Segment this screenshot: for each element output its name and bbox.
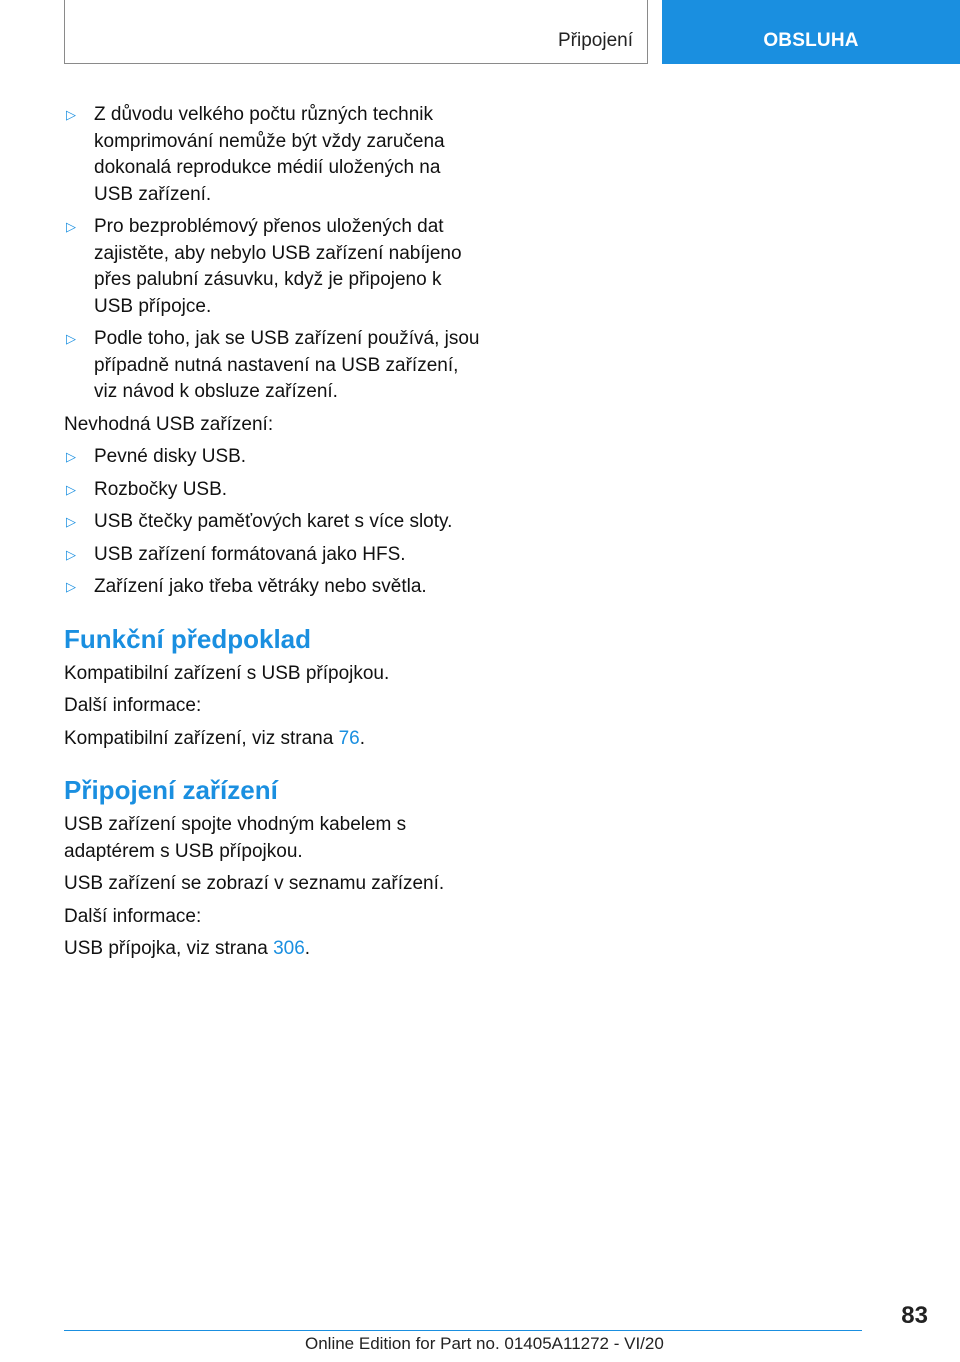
triangle-bullet-icon: ▷ xyxy=(66,219,76,234)
prerequisite-text: Kompatibilní zařízení s USB přípojkou. xyxy=(64,662,390,684)
reference-end: . xyxy=(304,938,311,959)
cross-reference xyxy=(64,936,480,963)
section-heading-prerequisite: Funkční předpoklad xyxy=(64,623,312,654)
cross-reference xyxy=(64,726,480,753)
list-item-text: Zařízení jako třeba větráky nebo světla. xyxy=(94,576,427,597)
header-chapter-tab xyxy=(662,0,960,64)
list-item xyxy=(64,444,480,471)
list-item-text: Pevné disky USB. xyxy=(94,446,247,467)
triangle-bullet-icon: ▷ xyxy=(66,449,76,464)
footer-divider xyxy=(64,1330,862,1331)
list-item-text: Pro bezproblémový přenos uložených dat zajistěte, aby nebylo USB zařízení nabíjeno přes palubní zásuvku, když je připojeno k USB přípojce. xyxy=(94,216,462,317)
header-section-box xyxy=(64,0,648,64)
list-item xyxy=(64,477,480,504)
more-info-label: Další informace: xyxy=(64,695,202,716)
unsuitable-devices-label: Nevhodná USB zařízení: xyxy=(64,413,274,435)
list-item-text: Z důvodu velkého počtu různých technik komprimování nemůže být vždy zaručena dokonalá reprodukce médií uložených na USB zařízení. xyxy=(94,104,445,205)
list-item xyxy=(64,509,480,536)
header-section-title: Připojení xyxy=(558,30,633,51)
connecting-text-1: USB zařízení spojte vhodným kabelem s adaptérem s USB přípojkou. xyxy=(64,814,407,862)
connecting-text-2: USB zařízení se zobrazí v seznamu zařízení. xyxy=(64,873,445,894)
list-item xyxy=(64,326,480,406)
page-content xyxy=(64,102,480,969)
list-item xyxy=(64,574,480,601)
list-item-text: Rozbočky USB. xyxy=(94,478,228,500)
triangle-bullet-icon: ▷ xyxy=(66,107,76,122)
triangle-bullet-icon: ▷ xyxy=(66,546,76,562)
triangle-bullet-icon: ▷ xyxy=(66,579,76,594)
list-item-text: Podle toho, jak se USB zařízení používá, jsou případně nutná nastavení na USB zařízení, viz návod k obsluze zařízení. xyxy=(94,328,480,402)
triangle-bullet-icon: ▷ xyxy=(66,331,76,346)
list-item-text: USB čtečky paměťových karet s více sloty. xyxy=(94,511,453,532)
triangle-bullet-icon: ▷ xyxy=(66,481,76,497)
list-item xyxy=(64,542,480,569)
reference-end: . xyxy=(359,727,365,749)
section-heading-connecting: Připojení zařízení xyxy=(64,775,278,805)
more-info-label: Další informace: xyxy=(64,905,202,927)
footer-edition: Online Edition for Part no. 01405A11272 - VI/20 xyxy=(305,1334,664,1353)
reference-text: Kompatibilní zařízení, viz strana xyxy=(64,727,339,749)
triangle-bullet-icon: ▷ xyxy=(66,514,76,529)
page-link[interactable]: 306 xyxy=(273,938,305,959)
header-chapter-label: OBSLUHA xyxy=(763,30,859,51)
list-item-text: USB zařízení formátovaná jako HFS. xyxy=(94,543,406,565)
list-item xyxy=(64,214,480,320)
page-number: 83 xyxy=(901,1302,928,1329)
page-link[interactable]: 76 xyxy=(338,727,360,749)
reference-text: USB přípojka, viz strana xyxy=(64,938,274,959)
list-item xyxy=(64,102,480,208)
